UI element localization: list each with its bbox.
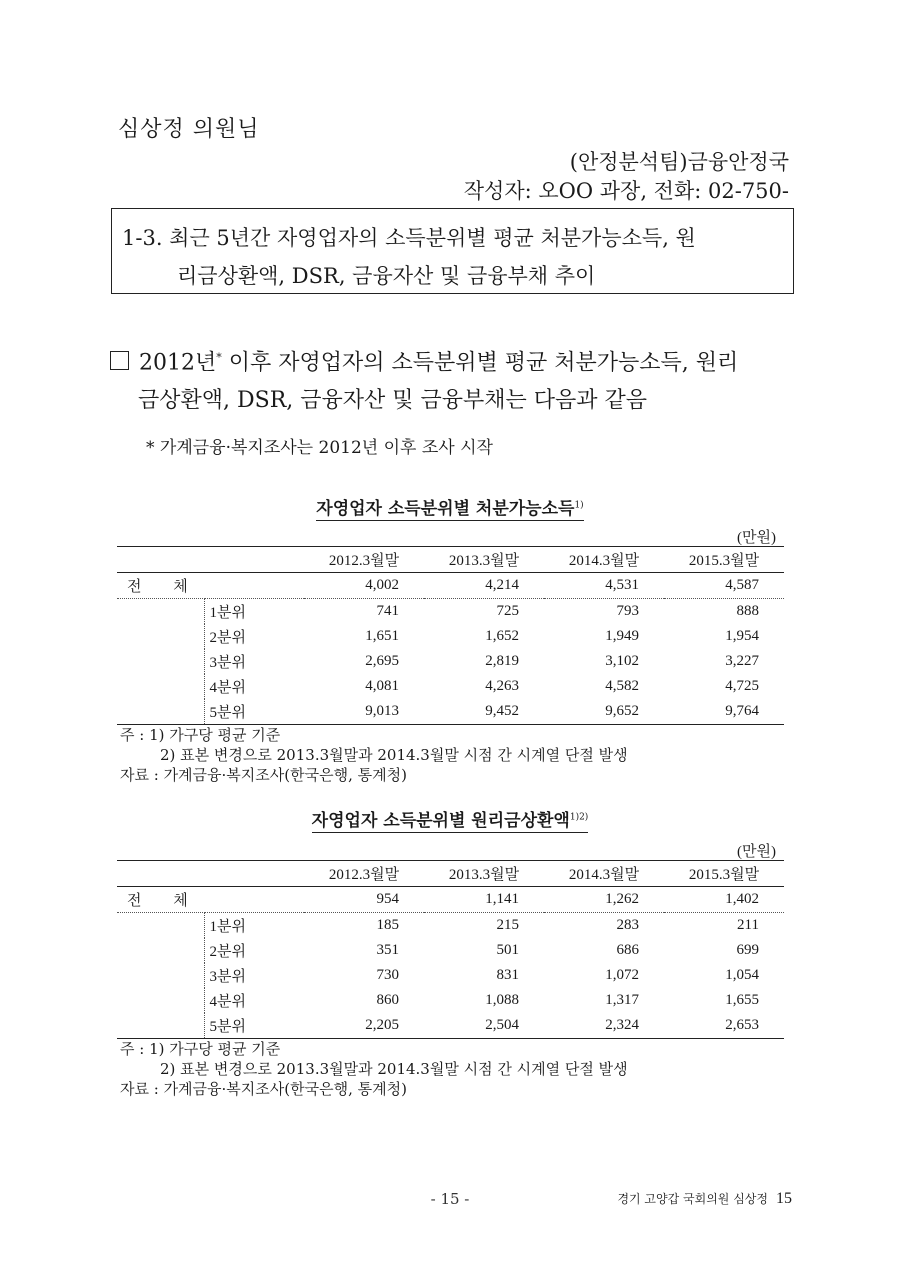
table-row-total	[117, 573, 784, 599]
table-row	[117, 938, 784, 963]
table-unit: (만원)	[737, 530, 776, 546]
section-year: 2012년	[139, 350, 217, 376]
row-label: 5분위	[204, 1013, 304, 1039]
cell: 283	[616, 917, 639, 933]
table-title-text: 자영업자 소득분위별 원리금상환액	[311, 811, 570, 831]
row-label: 5분위	[204, 699, 304, 725]
table-header-row	[117, 547, 784, 573]
row-label: 전 체	[117, 887, 304, 913]
cell: 1,088	[485, 992, 519, 1008]
row-label: 4분위	[204, 674, 304, 699]
author-line: 작성자: 오OO 과장, 전화: 02-750-	[463, 179, 789, 203]
department: (안정분석팀)금융안정국	[569, 150, 789, 174]
repayment-table	[117, 860, 784, 1039]
cell: 730	[376, 967, 399, 983]
question-box	[111, 208, 794, 294]
cell: 1,141	[424, 887, 544, 913]
cell: 3,227	[725, 653, 759, 669]
cell: 2,205	[304, 1013, 424, 1039]
footnote: 2) 표본 변경으로 2013.3월말과 2014.3월말 시점 간 시계열 단절 발생	[160, 746, 628, 764]
cell: 211	[737, 917, 759, 933]
column-header: 2012.3월말	[304, 861, 424, 887]
cell: 4,214	[424, 573, 544, 599]
cell: 2,324	[544, 1013, 664, 1039]
cell: 954	[304, 887, 424, 913]
section-asterisk: *	[216, 351, 222, 364]
row-label: 3분위	[204, 963, 304, 988]
cell: 741	[376, 603, 399, 619]
table-row	[117, 674, 784, 699]
column-header: 2015.3월말	[664, 547, 784, 573]
cell: 215	[496, 917, 519, 933]
cell: 686	[616, 942, 639, 958]
cell: 1,054	[725, 967, 759, 983]
cell: 725	[496, 603, 519, 619]
row-label: 2분위	[204, 624, 304, 649]
cell: 888	[736, 603, 759, 619]
table-row	[117, 624, 784, 649]
column-header: 2014.3월말	[544, 547, 664, 573]
footnote: 2) 표본 변경으로 2013.3월말과 2014.3월말 시점 간 시계열 단절 발생	[160, 1060, 628, 1078]
cell: 1,072	[605, 967, 639, 983]
column-header: 2012.3월말	[304, 547, 424, 573]
cell: 2,819	[485, 653, 519, 669]
table-unit: (만원)	[737, 844, 776, 860]
table-row	[117, 649, 784, 674]
cell: 185	[376, 917, 399, 933]
column-header: 2015.3월말	[664, 861, 784, 887]
table-title	[0, 806, 900, 831]
cell: 2,653	[664, 1013, 784, 1039]
income-table	[117, 546, 784, 725]
column-header: 2014.3월말	[544, 861, 664, 887]
cell: 4,531	[544, 573, 664, 599]
cell: 1,652	[485, 628, 519, 644]
table-row	[117, 599, 784, 625]
cell: 1,262	[544, 887, 664, 913]
table-row	[117, 988, 784, 1013]
cell: 4,582	[605, 678, 639, 694]
cell: 1,954	[725, 628, 759, 644]
table-row	[117, 913, 784, 939]
row-label: 1분위	[204, 913, 304, 939]
row-label: 1분위	[204, 599, 304, 625]
cell: 4,587	[664, 573, 784, 599]
section-line-2: 금상환액, DSR, 금융자산 및 금융부채는 다음과 같음	[138, 388, 648, 414]
table-row-total	[117, 887, 784, 913]
section-line-1	[110, 339, 800, 382]
table-header-row	[117, 861, 784, 887]
cell: 9,764	[664, 699, 784, 725]
footnote: 주 : 1) 가구당 평균 기준	[120, 1040, 281, 1058]
cell: 9,652	[544, 699, 664, 725]
cell: 4,081	[365, 678, 399, 694]
column-header: 2013.3월말	[424, 547, 544, 573]
source-note: 자료 : 가계금융·복지조사(한국은행, 통계청)	[120, 1080, 407, 1098]
page-number-center: - 15 -	[430, 1190, 470, 1208]
table-title-sup: 1)	[574, 500, 584, 511]
cell: 2,695	[365, 653, 399, 669]
cell: 4,725	[725, 678, 759, 694]
row-label: 4분위	[204, 988, 304, 1013]
cell: 831	[496, 967, 519, 983]
table-title-text: 자영업자 소득분위별 처분가능소득	[316, 499, 575, 519]
cell: 4,263	[485, 678, 519, 694]
cell: 9,013	[304, 699, 424, 725]
row-label: 2분위	[204, 938, 304, 963]
cell: 1,655	[725, 992, 759, 1008]
cell: 1,651	[365, 628, 399, 644]
footer-page-number: 15	[776, 1190, 792, 1207]
cell: 9,452	[424, 699, 544, 725]
row-label: 3분위	[204, 649, 304, 674]
row-label: 전 체	[117, 573, 304, 599]
table-footnotes	[120, 1039, 628, 1099]
survey-note: * 가계금융·복지조사는 2012년 이후 조사 시작	[146, 438, 493, 458]
cell: 793	[616, 603, 639, 619]
footnote: 주 : 1) 가구당 평균 기준	[120, 726, 281, 744]
cell: 3,102	[605, 653, 639, 669]
table-footnotes	[120, 725, 628, 785]
section-text: 이후 자영업자의 소득분위별 평균 처분가능소득, 원리	[221, 350, 739, 376]
cell: 1,317	[605, 992, 639, 1008]
table-row	[117, 963, 784, 988]
table-row	[117, 699, 784, 725]
cell: 699	[736, 942, 759, 958]
cell: 351	[376, 942, 399, 958]
question-line-2: 리금상환액, DSR, 금융자산 및 금융부채 추이	[177, 264, 596, 288]
footer-right	[617, 1190, 792, 1208]
cell: 501	[496, 942, 519, 958]
cell: 1,402	[664, 887, 784, 913]
checkbox-square-icon	[110, 351, 129, 370]
table-row	[117, 1013, 784, 1039]
section-paragraph	[110, 339, 800, 420]
cell: 860	[376, 992, 399, 1008]
question-line-1: 1-3. 최근 5년간 자영업자의 소득분위별 평균 처분가능소득, 원	[122, 226, 696, 250]
table-title-sup: 1)2)	[569, 812, 589, 823]
cell: 4,002	[304, 573, 424, 599]
recipient: 심상정 의원님	[118, 117, 260, 142]
source-note: 자료 : 가계금융·복지조사(한국은행, 통계청)	[120, 766, 407, 784]
table-title	[0, 494, 900, 519]
cell: 1,949	[605, 628, 639, 644]
cell: 2,504	[424, 1013, 544, 1039]
footer-member: 경기 고양갑 국회의원 심상정	[617, 1192, 768, 1206]
column-header: 2013.3월말	[424, 861, 544, 887]
